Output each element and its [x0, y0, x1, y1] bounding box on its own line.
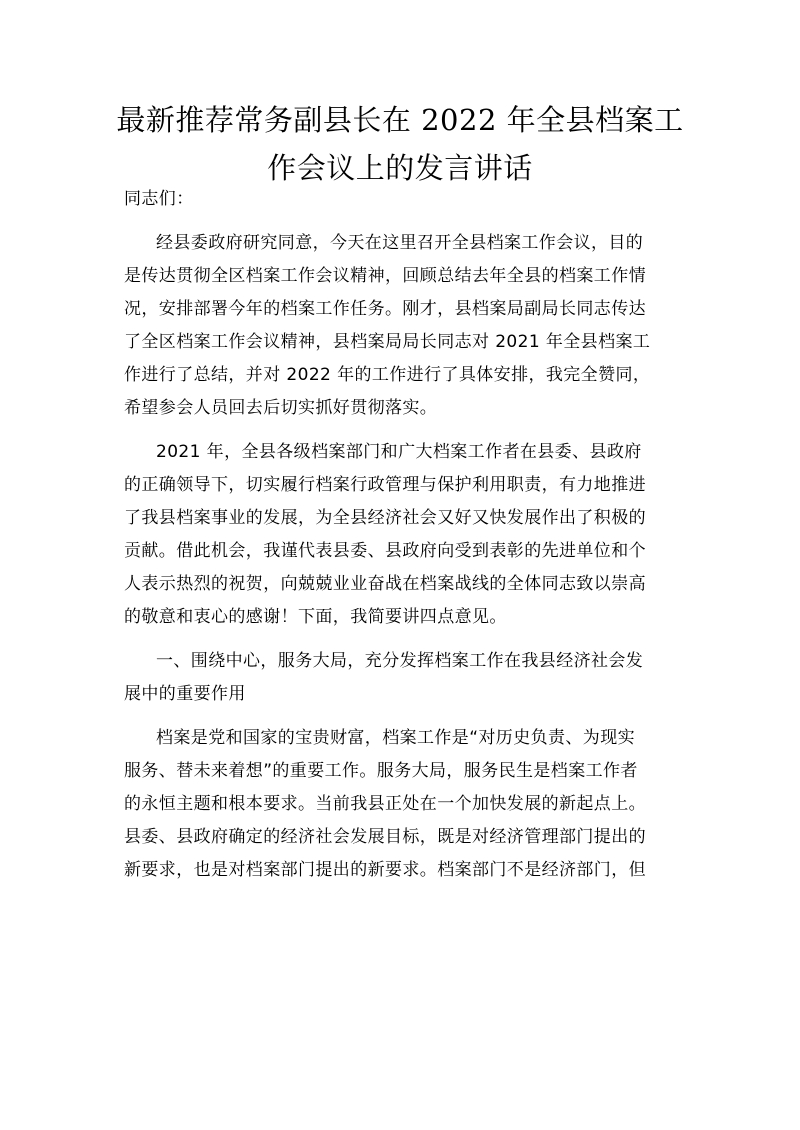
paragraph	[124, 722, 684, 887]
paragraph	[124, 227, 684, 425]
paragraph-line: 档案是党和国家的宝贵财富，档案工作是“对历史负责、为现实	[156, 728, 636, 748]
greeting: 同志们：	[124, 189, 194, 209]
paragraph-line: 作进行了总结，并对 2022 年的工作进行了具体安排，我完全赞同，	[124, 365, 651, 385]
paragraph-line: 经县委政府研究同意，今天在这里召开全县档案工作会议，目的	[156, 233, 644, 253]
paragraph-line: 了全区档案工作会议精神，县档案局局长同志对 2021 年全县档案工	[124, 332, 651, 352]
paragraph	[124, 436, 684, 634]
paragraph-line: 县委、县政府确定的经济社会发展目标，既是对经济管理部门提出的	[124, 827, 646, 847]
paragraph-line: 是传达贯彻全区档案工作会议精神，回顾总结去年全县的档案工作情	[124, 266, 646, 286]
paragraph-line: 贡献。借此机会，我谨代表县委、县政府向受到表彰的先进单位和个	[124, 541, 646, 561]
paragraph-line: 一、围绕中心，服务大局，充分发挥档案工作在我县经济社会发	[156, 651, 644, 671]
document-title	[100, 96, 700, 192]
paragraph-line: 希望参会人员回去后切实抓好贯彻落实。	[124, 398, 438, 418]
paragraph-line: 新要求，也是对档案部门提出的新要求。档案部门不是经济部门，但	[124, 860, 646, 880]
document-body	[124, 183, 684, 887]
title-line: 作会议上的发言讲话	[267, 151, 533, 185]
section-heading	[124, 645, 684, 711]
paragraph-line: 2021 年，全县各级档案部门和广大档案工作者在县委、县政府	[156, 442, 642, 462]
paragraph-line: 的正确领导下，切实履行档案行政管理与保护利用职责，有力地推进	[124, 475, 646, 495]
paragraph-line: 的永恒主题和根本要求。当前我县正处在一个加快发展的新起点上。	[124, 794, 646, 814]
paragraph-line: 展中的重要作用	[124, 684, 246, 704]
paragraph-line: 服务、替未来着想”的重要工作。服务大局，服务民生是档案工作者	[124, 761, 638, 781]
paragraph-line: 的敬意和衷心的感谢！下面，我简要讲四点意见。	[124, 607, 507, 627]
title-line: 最新推荐常务副县长在 2022 年全县档案工	[116, 103, 684, 137]
paragraph-line: 了我县档案事业的发展，为全县经济社会又好又快发展作出了积极的	[124, 508, 646, 528]
paragraph-line: 人表示热烈的祝贺，向兢兢业业奋战在档案战线的全体同志致以崇高	[124, 574, 646, 594]
paragraph-line: 况，安排部署今年的档案工作任务。刚才，县档案局副局长同志传达	[124, 299, 646, 319]
